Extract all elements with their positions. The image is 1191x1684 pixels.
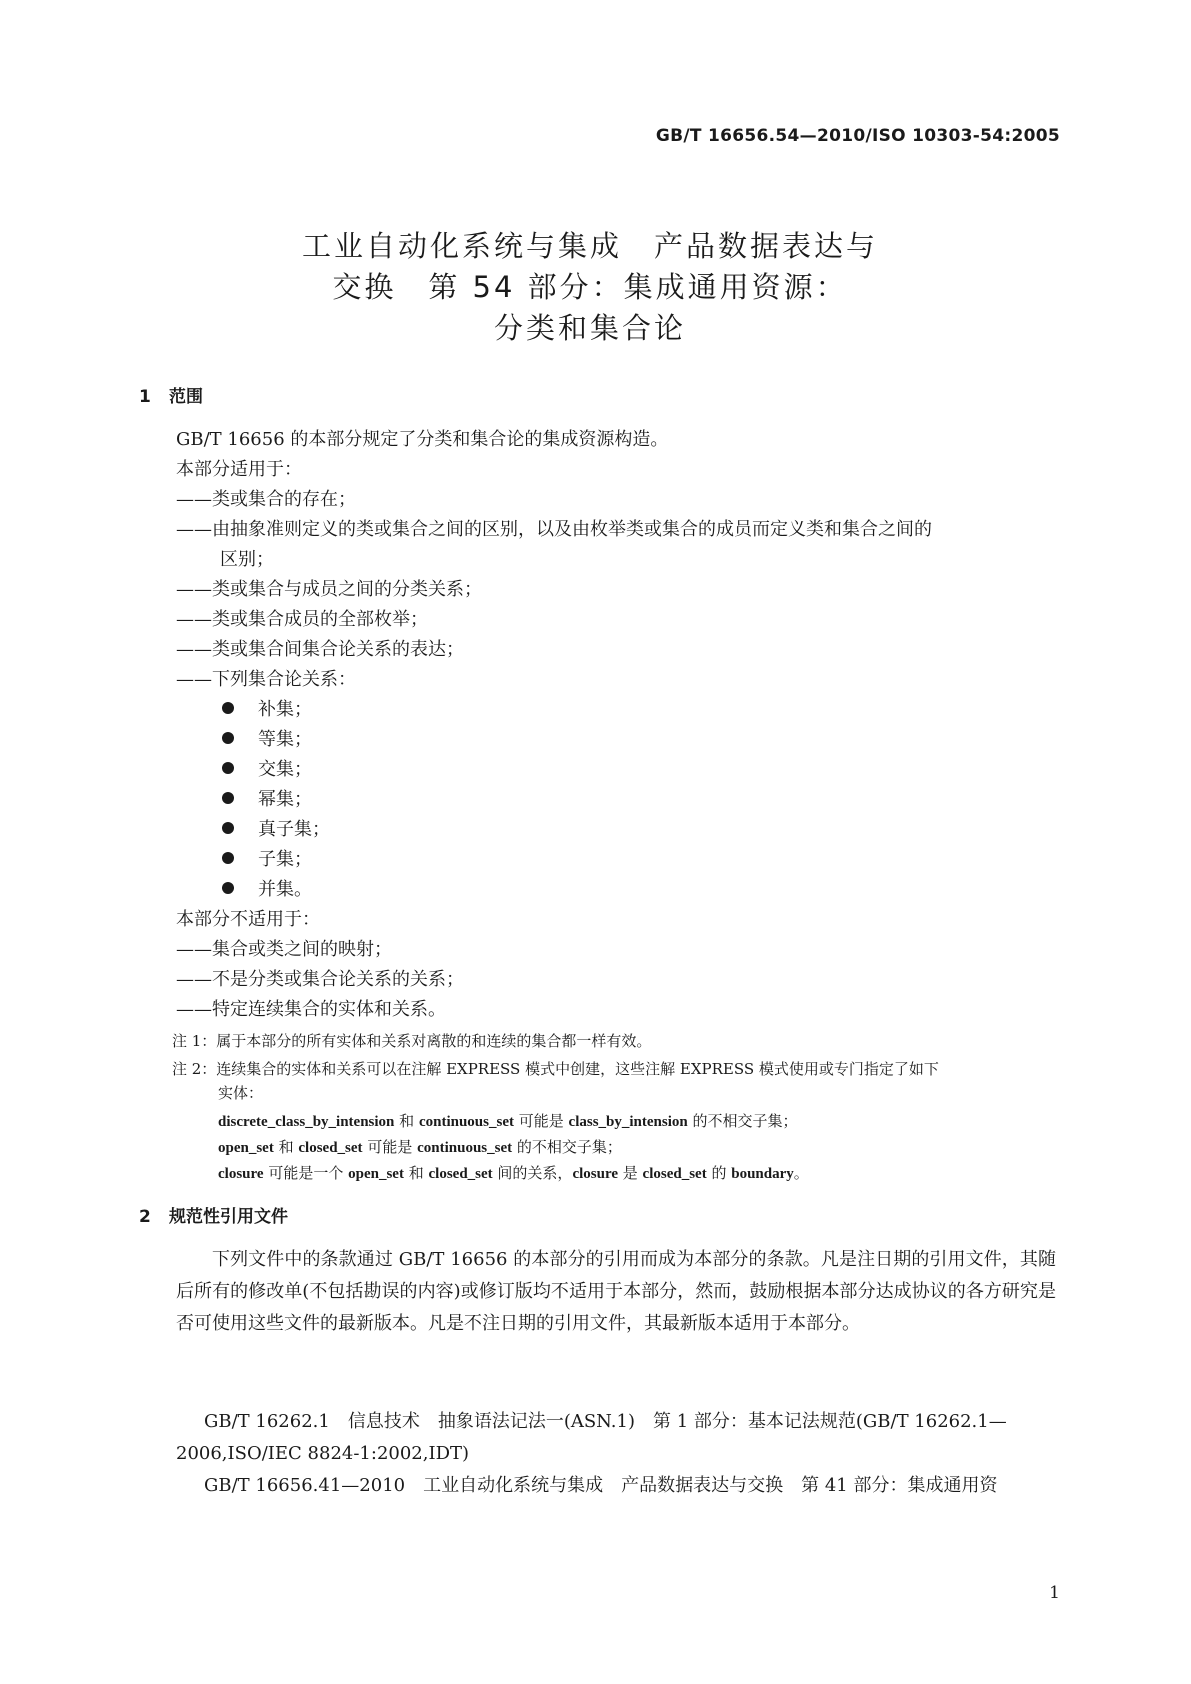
note-2: 注 2：连续集合的实体和关系可以在注解 EXPRESS 模式中创建，这些注解 EXPRESS 模式使用或专门指定了如下 [172, 1060, 939, 1078]
section-heading-scope [139, 382, 203, 407]
list-item: ——不是分类或集合论关系的关系； [176, 969, 464, 990]
bullet-item: 子集； [222, 847, 312, 873]
bullet-icon [222, 852, 234, 864]
list-item: ——类或集合与成员之间的分类关系； [176, 579, 482, 600]
page-number: 1 [1049, 1583, 1060, 1603]
bullet-item: 补集； [222, 697, 312, 723]
document-title [150, 226, 1030, 349]
bullet-icon [222, 732, 234, 744]
note-2-item: closure 可能是一个 open_set 和 closed_set 间的关系，closure 是 closed_set 的 boundary。 [218, 1164, 809, 1182]
bullet-icon [222, 822, 234, 834]
list-item: ——类或集合间集合论关系的表达； [176, 639, 464, 660]
reference-item: GB/T 16262.1 信息技术 抽象语法记法一(ASN.1) 第 1 部分：基本记法规范(GB/T 16262.1— [204, 1411, 1007, 1432]
bullet-item: 等集； [222, 727, 312, 753]
bullet-item: 真子集； [222, 817, 330, 843]
section-number: 1 [139, 387, 151, 407]
scope-intro: GB/T 16656 的本部分规定了分类和集合论的集成资源构造。 [176, 429, 669, 450]
list-item: ——集合或类之间的映射； [176, 939, 392, 960]
note-2-item: discrete_class_by_intension 和 continuous_set 可能是 class_by_intension 的不相交子集； [218, 1112, 798, 1130]
note-1: 注 1：属于本部分的所有实体和关系对离散的和连续的集合都一样有效。 [172, 1032, 652, 1050]
reference-item-continuation: 2006,ISO/IEC 8824-1:2002,IDT) [176, 1443, 470, 1464]
list-item: ——由抽象准则定义的类或集合之间的区别，以及由枚举类或集合的成员而定义类和集合之间的 [176, 519, 932, 540]
section-number: 2 [139, 1207, 151, 1227]
section-heading-normative-references [139, 1202, 288, 1227]
bullet-item: 幂集； [222, 787, 312, 813]
note-2-item: open_set 和 closed_set 可能是 continuous_set 的不相交子集； [218, 1138, 622, 1156]
bullet-item: 交集； [222, 757, 312, 783]
section-title: 规范性引用文件 [169, 1207, 288, 1227]
list-item: ——特定连续集合的实体和关系。 [176, 999, 446, 1020]
section-title: 范围 [169, 387, 203, 407]
list-item: ——类或集合的存在； [176, 489, 356, 510]
bullet-item: 并集。 [222, 877, 312, 903]
title-line: 分类和集合论 [493, 311, 686, 345]
not-applies-label: 本部分不适用于： [176, 909, 320, 930]
title-line: 工业自动化系统与集成 产品数据表达与 [301, 229, 878, 263]
title-line: 交换 第 54 部分：集成通用资源： [332, 270, 848, 304]
bullet-icon [222, 882, 234, 894]
document-code: GB/T 16656.54—2010/ISO 10303-54:2005 [655, 126, 1060, 146]
list-item: ——类或集合成员的全部枚举； [176, 609, 428, 630]
reference-item: GB/T 16656.41—2010 工业自动化系统与集成 产品数据表达与交换 第 41 部分：集成通用资 [204, 1475, 998, 1496]
applies-label: 本部分适用于： [176, 459, 302, 480]
note-2-continuation: 实体： [218, 1084, 264, 1102]
list-item: ——下列集合论关系： [176, 669, 356, 690]
bullet-icon [222, 792, 234, 804]
list-item-continuation: 区别； [220, 549, 274, 570]
references-paragraph: 下列文件中的条款通过 GB/T 16656 的本部分的引用而成为本部分的条款。凡是注日期的引用文件，其随后所有的修改单(不包括勘误的内容)或修订版均不适用于本部分，然而，鼓励根据本部分达成协议的各方研究是否可使用这些文件的最新版本。凡是不注日期的引用文件，其最新版本适用于本部分。 [176, 1249, 1056, 1334]
bullet-icon [222, 762, 234, 774]
bullet-icon [222, 702, 234, 714]
